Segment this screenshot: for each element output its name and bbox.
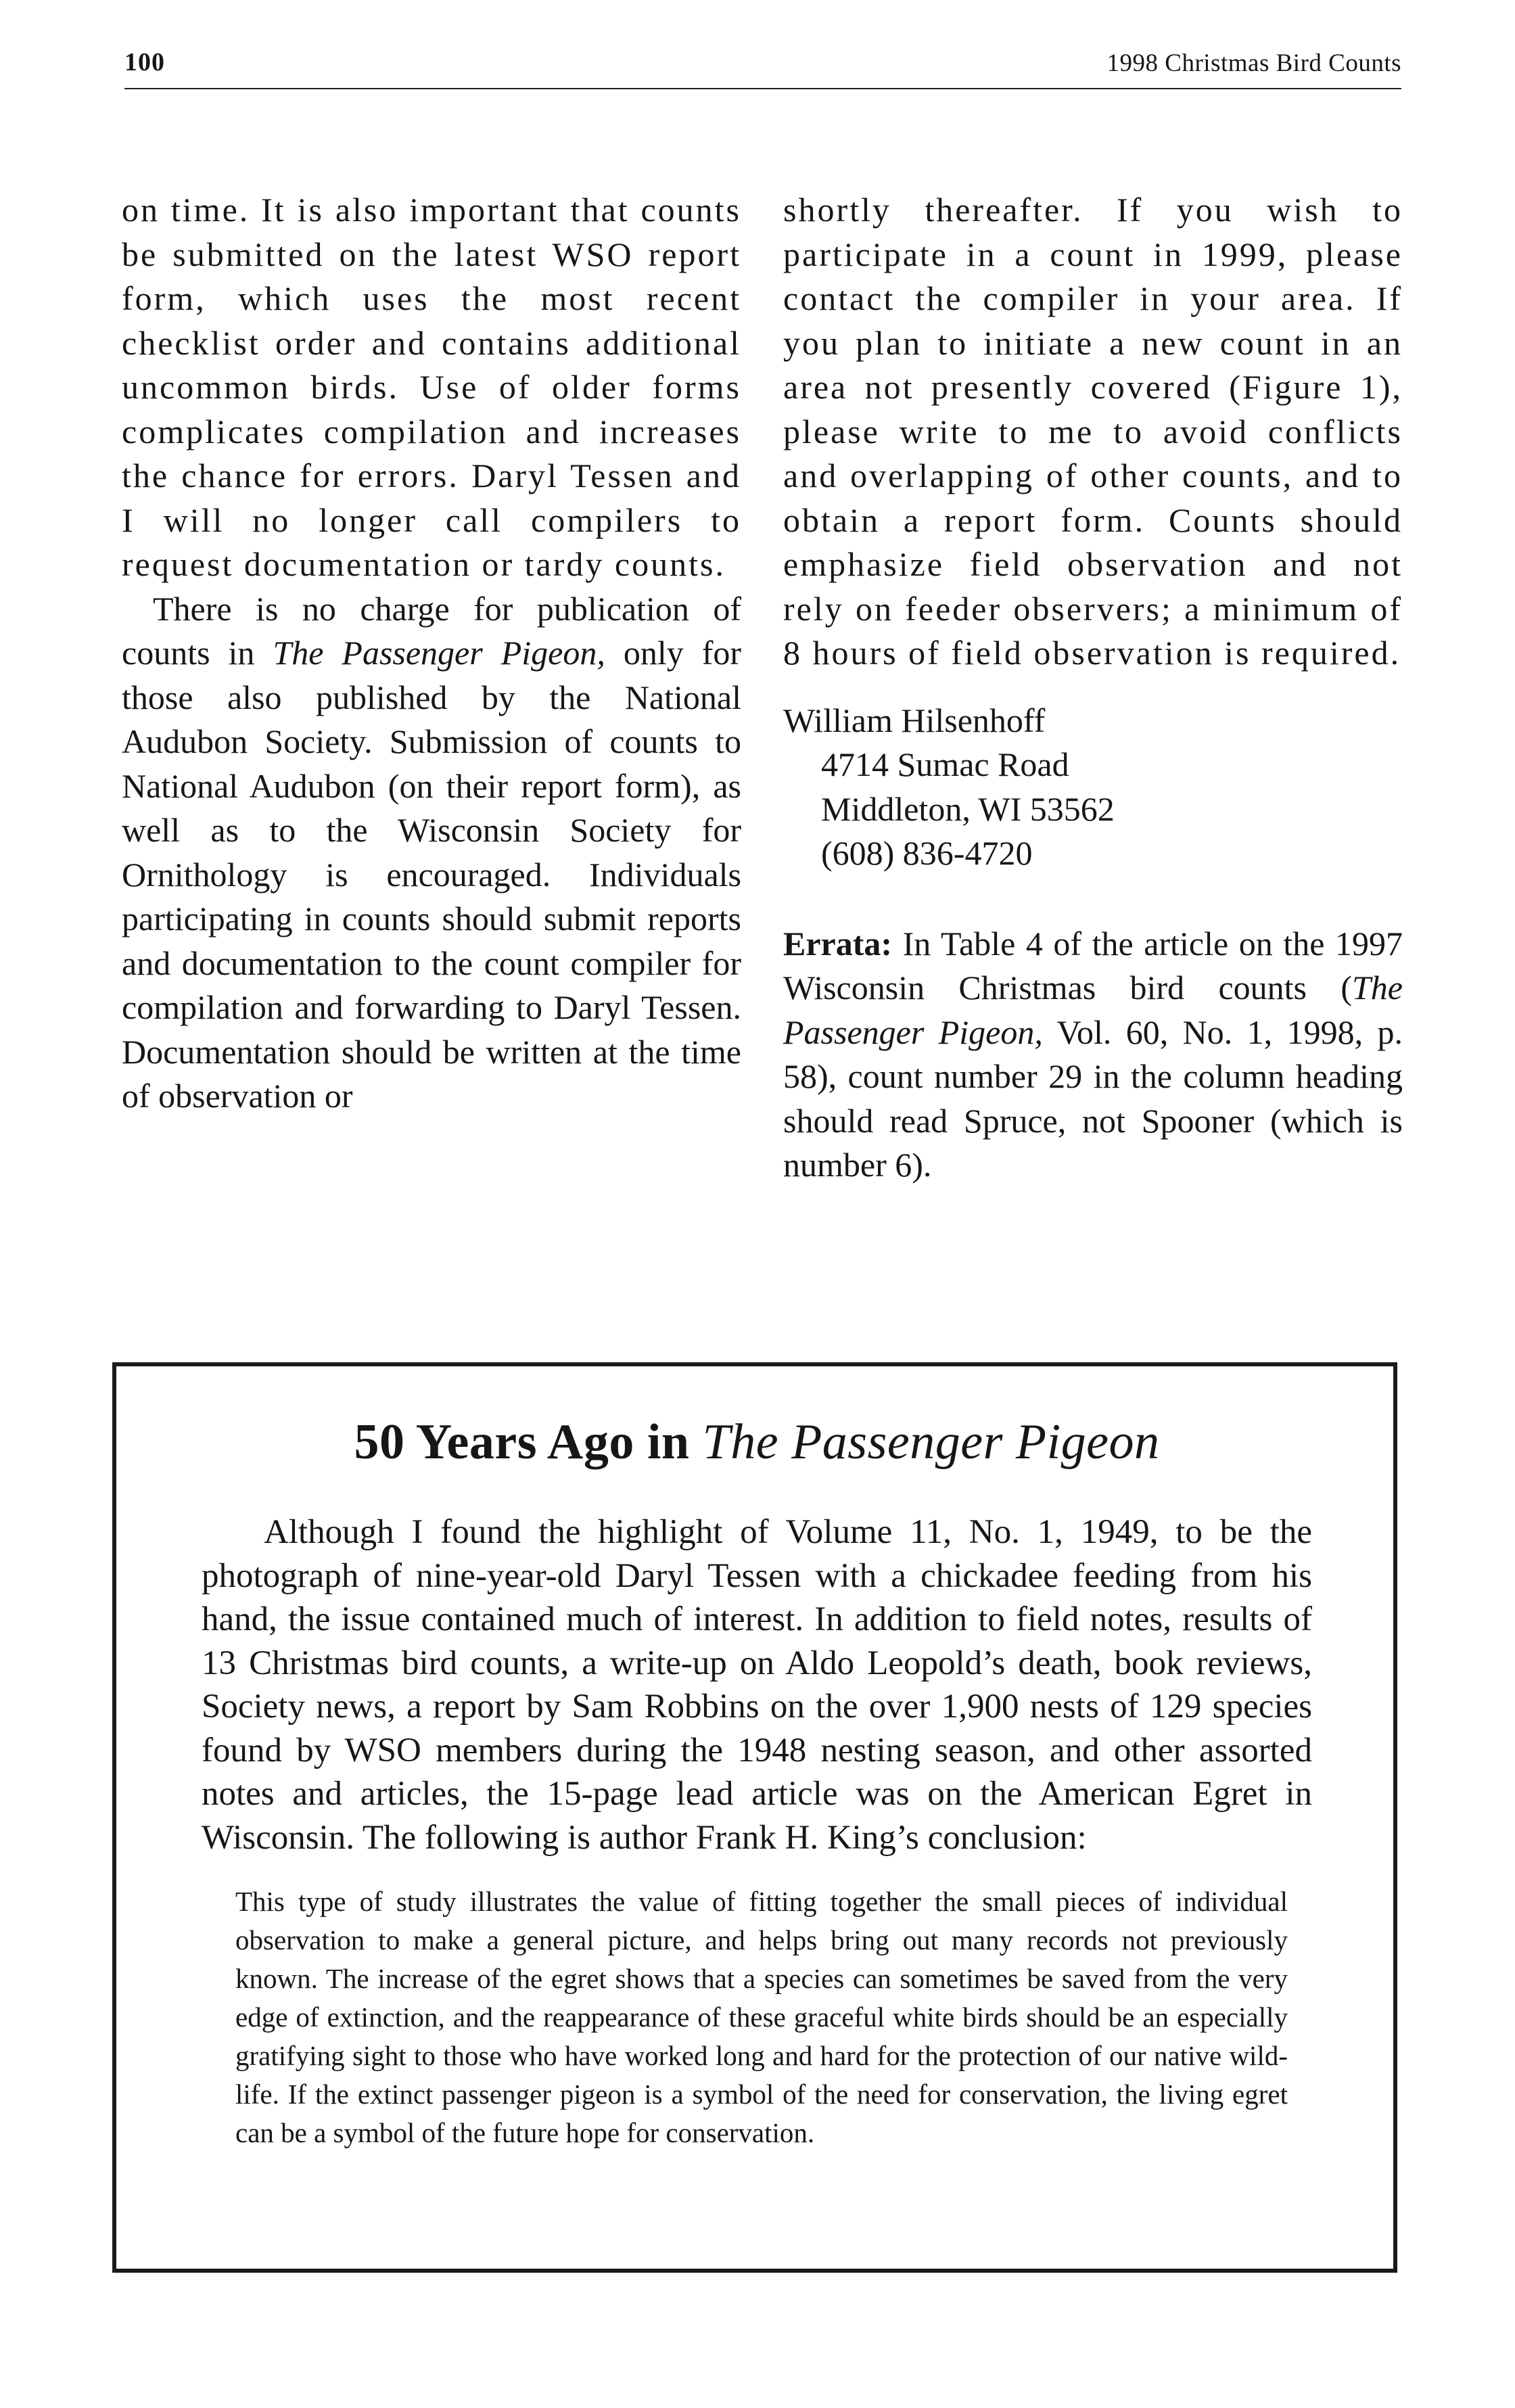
left-paragraph-1: on time. It is also important that counts be submitted on the latest WSO report form, which uses the most recent checklist order and contains additional uncommon birds. Use of older forms complicates compilation and increases the chance for errors. Daryl Tessen and I will no longer call compilers to request documentation or tardy counts. <box>122 191 741 583</box>
box-content <box>202 1414 1312 2152</box>
signature-phone: (608) 836-4720 <box>821 834 1033 872</box>
left-column <box>122 188 741 1119</box>
left-paragraph-2-text-a: There is no charge for publication of counts in <box>122 589 741 672</box>
box-title-plain: 50 Years Ago in <box>354 1414 703 1470</box>
left-paragraph-2-text-b: only for those also published by the National Audubon Society. Submission of counts to National Audubon (on their report form), as well as to the Wisconsin Society for Ornithology is encouraged. Individuals participating in counts should submit reports and documentation to the count compiler for compilation and forwarding to Daryl Tessen. Documentation should be written at the time of observation or <box>122 634 741 1115</box>
box-quotation: This type of study illustrates the value of fitting together the small pieces of individual observation to make a general picture, and helps bring out many records not previously known. The increase of the egret shows that a species can sometimes be saved from the very edge of extinction, and the reappearance of these graceful white birds should be an especially gratifying sight to those who have worked long and hard for the protection of our native wild-life. If the extinct passenger pigeon is a symbol of the need for conservation, the living egret can be a symbol of the future hope for conservation. <box>235 1886 1288 2148</box>
left-paragraph-2 <box>122 587 741 1119</box>
box-body-paragraph: Although I found the highlight of Volume 11, No. 1, 1949, to be the photograph of nine-year-old Daryl Tessen with a chickadee feeding from his hand, the issue contained much of interest. In addition to field notes, results of 13 Christmas bird counts, a write-up on Aldo Leopold’s death, book reviews, Society news, a report by Sam Robbins on the over 1,900 nests of 129 species found by WSO members during the 1948 nesting season, and other assorted notes and articles, the 15-page lead article was on the American Egret in Wisconsin. The following is author Frank H. King’s conclusion: <box>202 1513 1312 1857</box>
errata-paragraph <box>783 922 1403 1188</box>
page-header <box>124 42 1401 89</box>
right-paragraph-1: shortly thereafter. If you wish to participate in a count in 1999, please contact the compiler in your area. If you plan to initiate a new count in an area not presently covered (Figure 1), please write to me to avoid conflicts and overlapping of other counts, and to obtain a report form. Counts should emphasize field observation and not rely on feeder observers; a minimum of 8 hours of field observation is required. <box>783 191 1403 672</box>
errata-text-a: In Table 4 of the article on the 1997 Wisconsin Christmas bird counts ( <box>783 924 1403 1006</box>
journal-title: The Passenger Pigeon, <box>273 634 605 672</box>
box-title <box>202 1414 1312 1471</box>
errata-text-b: Vol. 60, No. 1, 1998, p. 58), count number 29 in the column heading should read Spruce, not Spooner (which is number 6). <box>783 1013 1403 1184</box>
box-title-italic: The Passenger Pigeon <box>702 1414 1160 1470</box>
errata-label: Errata: <box>783 924 893 963</box>
signature-name: William Hilsenhoff <box>783 701 1046 739</box>
signature-street: 4714 Sumac Road <box>821 745 1069 783</box>
running-head: 1998 Christmas Bird Counts <box>1106 49 1401 77</box>
right-column <box>783 188 1403 1188</box>
header-rule <box>124 88 1401 89</box>
page-number: 100 <box>124 48 165 76</box>
fifty-years-ago-box <box>112 1362 1397 2273</box>
errata-journal-title: The Passenger Pigeon, <box>783 969 1403 1051</box>
signature-block <box>783 699 1403 876</box>
signature-city: Middleton, WI 53562 <box>821 789 1115 828</box>
